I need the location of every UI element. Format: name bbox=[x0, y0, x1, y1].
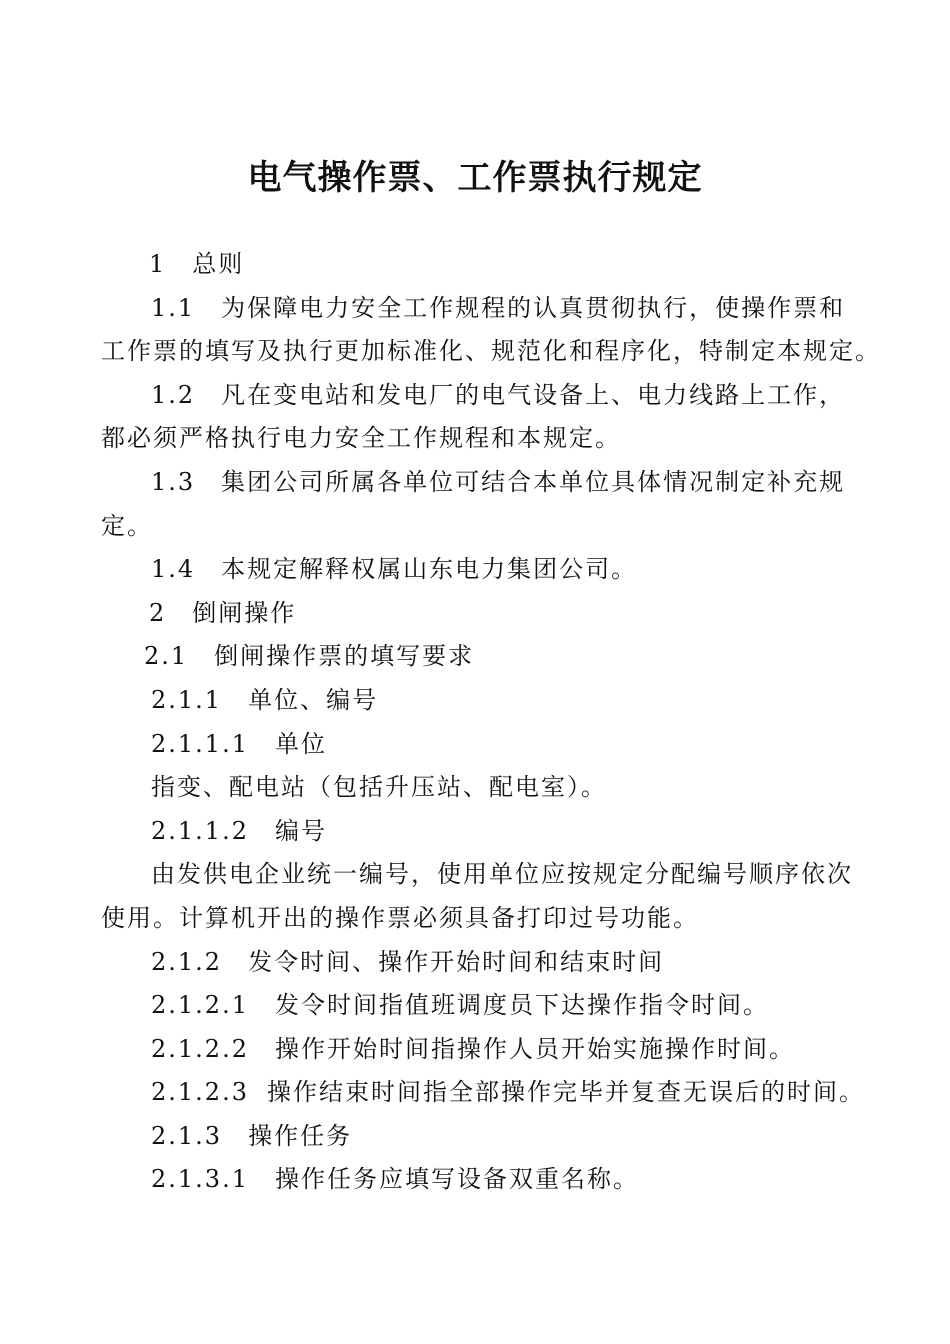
paragraph-text: 定。 bbox=[101, 511, 153, 540]
section-number: 1.4 bbox=[151, 555, 196, 584]
paragraph-line bbox=[101, 984, 853, 1028]
document-body bbox=[101, 243, 881, 1202]
section-heading bbox=[101, 941, 853, 985]
paragraph-text: 集团公司所属各单位可结合本单位具体情况制定补充规 bbox=[221, 467, 846, 496]
paragraph-text: 操作开始时间指操作人员开始实施操作时间。 bbox=[274, 1034, 795, 1063]
paragraph-line bbox=[101, 897, 853, 941]
paragraph-line bbox=[101, 1158, 853, 1202]
section-text: 发令时间、操作开始时间和结束时间 bbox=[248, 947, 665, 976]
section-text: 总则 bbox=[192, 250, 245, 278]
paragraph-text: 本规定解释权属山东电力集团公司。 bbox=[221, 555, 638, 584]
section-number: 2.1.2.1 bbox=[151, 991, 249, 1020]
section-heading bbox=[101, 1115, 853, 1159]
paragraph-line bbox=[101, 766, 853, 810]
section-number: 2.1.1.1 bbox=[151, 729, 249, 758]
section-number: 2.1 bbox=[144, 642, 189, 671]
section-number: 1 bbox=[149, 250, 167, 278]
section-heading bbox=[101, 592, 853, 636]
paragraph-text: 指变、配电站（包括升压站、配电室）。 bbox=[151, 773, 607, 802]
section-number: 2.1.3.1 bbox=[151, 1165, 249, 1194]
paragraph-text: 都必须严格执行电力安全工作规程和本规定。 bbox=[101, 424, 621, 453]
paragraph-text: 为保障电力安全工作规程的认真贯彻执行，使操作票和 bbox=[221, 293, 846, 322]
paragraph-text: 发令时间指值班调度员下达操作指令时间。 bbox=[274, 991, 769, 1020]
paragraph-line bbox=[101, 417, 853, 461]
section-number: 2.1.3 bbox=[151, 1121, 223, 1150]
document-title: 电气操作票、工作票执行规定 bbox=[247, 158, 703, 198]
paragraph-line bbox=[101, 461, 853, 505]
section-number: 1.2 bbox=[151, 380, 196, 409]
paragraph-line bbox=[101, 1071, 865, 1115]
paragraph-line bbox=[101, 330, 881, 374]
section-number: 1.1 bbox=[151, 293, 196, 322]
paragraph-text: 工作票的填写及执行更加标准化、规范化和程序化，特制定本规定。 bbox=[101, 337, 881, 366]
section-number: 2.1.2.2 bbox=[151, 1034, 249, 1063]
section-number: 2.1.2 bbox=[151, 947, 223, 976]
paragraph-text: 使用。计算机开出的操作票必须具备打印过号功能。 bbox=[101, 903, 699, 932]
section-heading bbox=[101, 723, 853, 767]
paragraph-line bbox=[101, 548, 853, 592]
paragraph-line bbox=[101, 1028, 853, 1072]
paragraph-line bbox=[101, 287, 853, 331]
section-text: 编号 bbox=[274, 816, 327, 845]
paragraph-text: 由发供电企业统一编号，使用单位应按规定分配编号顺序依次 bbox=[151, 860, 853, 889]
section-text: 操作任务 bbox=[248, 1121, 353, 1150]
paragraph-text: 操作结束时间指全部操作完毕并复查无误后的时间。 bbox=[266, 1078, 865, 1107]
section-number: 1.3 bbox=[151, 467, 196, 496]
section-text: 倒闸操作 bbox=[192, 598, 297, 627]
section-number: 2.1.1.2 bbox=[151, 816, 249, 845]
paragraph-text: 操作任务应填写设备双重名称。 bbox=[274, 1165, 639, 1194]
section-heading bbox=[101, 243, 853, 287]
paragraph-line bbox=[101, 374, 853, 418]
paragraph-line bbox=[101, 505, 853, 549]
paragraph-text: 凡在变电站和发电厂的电气设备上、电力线路上工作， bbox=[221, 380, 846, 409]
section-heading bbox=[101, 679, 853, 723]
section-text: 倒闸操作票的填写要求 bbox=[214, 642, 475, 671]
section-number: 2.1.1 bbox=[151, 685, 223, 714]
section-number: 2 bbox=[149, 598, 167, 627]
section-text: 单位 bbox=[274, 729, 327, 758]
paragraph-line bbox=[101, 853, 853, 897]
section-heading bbox=[101, 635, 853, 679]
section-text: 单位、编号 bbox=[248, 685, 379, 714]
section-number: 2.1.2.3 bbox=[151, 1078, 249, 1107]
section-heading bbox=[101, 810, 853, 854]
